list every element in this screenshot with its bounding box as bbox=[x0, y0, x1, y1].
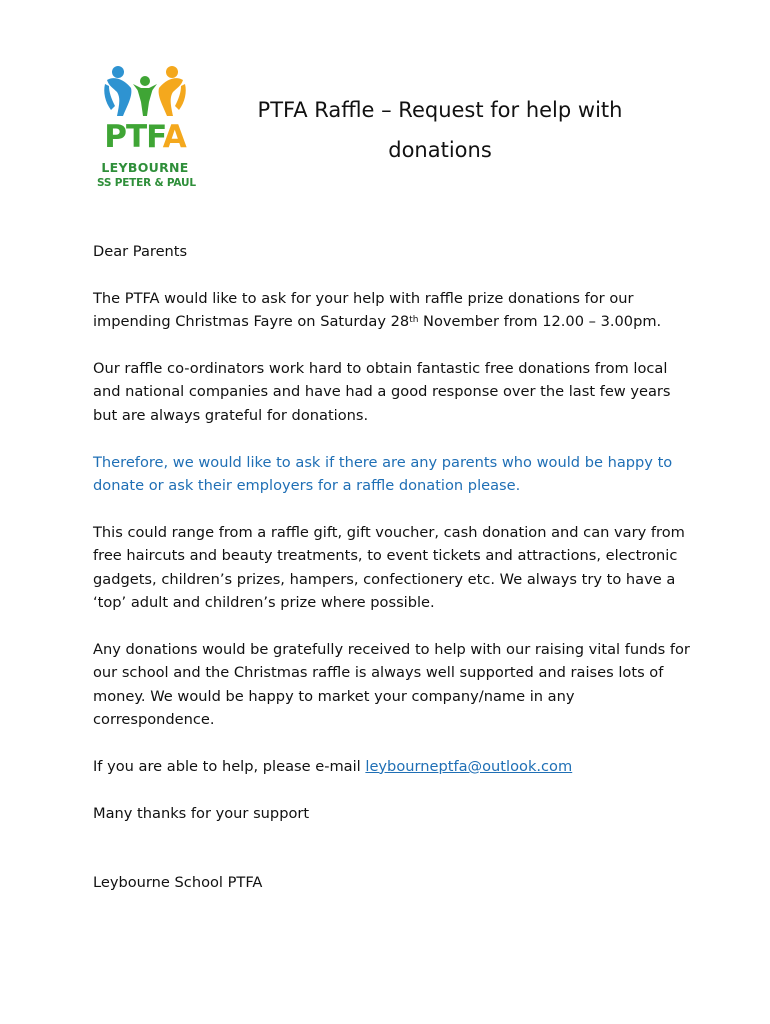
document-title bbox=[205, 90, 675, 170]
paragraph-coordinators: Our raffle co-ordinators work hard to obtain fantastic free donations from local and national companies and have had a good response over the last few years but are always grateful for donations. bbox=[93, 360, 671, 424]
paragraph-fayre-a: The PTFA would like to ask for your help with raffle prize donations for our impending Christmas Fayre on Saturday 28 bbox=[93, 289, 634, 331]
title-line-1: PTFA Raffle – Request for help with bbox=[257, 98, 623, 122]
paragraph-contact bbox=[93, 755, 693, 778]
logo-line-leybourne: LEYBOURNE bbox=[101, 160, 189, 175]
logo-wordmark bbox=[97, 120, 193, 154]
people-figures-icon bbox=[97, 62, 193, 122]
paragraph-donations: Any donations would be gratefully received to help with our raising vital funds for our school and the Christmas raffle is always well supported and raises lots of money. We would be happy to market your company/name in any correspondence. bbox=[93, 640, 690, 729]
contact-prefix: If you are able to help, please e-mail bbox=[93, 757, 366, 775]
paragraph-range: This could range from a raffle gift, gift voucher, cash donation and can vary from free haircuts and beauty treatments, to event tickets and attractions, electronic gadgets, children’s prizes, hampers, confectionery etc. We always try to have a ‘top’ adult and children’s prize where possible. bbox=[93, 523, 685, 612]
logo-ptf: PTF bbox=[104, 119, 163, 155]
title-line-2: donations bbox=[388, 138, 492, 162]
date-suffix: th bbox=[409, 315, 419, 326]
logo-a: A bbox=[162, 119, 186, 155]
paragraph-thanks: Many thanks for your support bbox=[93, 804, 310, 822]
paragraph-fayre-b: November from 12.00 – 3.00pm. bbox=[418, 313, 662, 331]
signature: Leybourne School PTFA bbox=[93, 874, 263, 892]
salutation: Dear Parents bbox=[93, 243, 188, 260]
logo-line-school: SS PETER & PAUL bbox=[97, 177, 196, 189]
paragraph-fayre bbox=[93, 287, 693, 334]
email-link[interactable]: leybourneptfa@outlook.com bbox=[365, 757, 573, 775]
paragraph-request: Therefore, we would like to ask if there are any parents who would be happy to donate or ask their employers for a raffle donation please. bbox=[93, 453, 673, 495]
letter-body bbox=[93, 240, 693, 918]
ptfa-logo bbox=[97, 62, 196, 190]
